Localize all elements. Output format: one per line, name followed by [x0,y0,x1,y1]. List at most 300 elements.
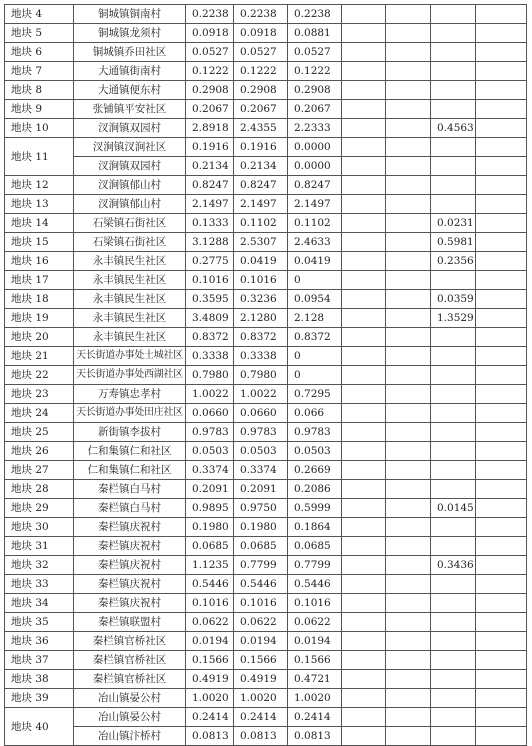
table-row [5,651,527,670]
empty-cell [476,100,527,119]
parcel-cell: 地块 16 [5,252,74,271]
empty-cell [342,233,386,252]
table-row [5,575,527,594]
empty-cell [386,385,431,404]
area-cell-v2: 0.2238 [234,5,288,24]
empty-cell [342,157,386,176]
empty-cell [342,651,386,670]
empty-cell [342,442,386,461]
area-cell-v1: 0.2134 [186,157,234,176]
area-cell-v3: 0 [288,271,342,290]
empty-cell [476,347,527,366]
area-cell-v3: 0.0954 [288,290,342,309]
location-cell: 永丰镇民生社区 [74,328,186,347]
table-row [5,442,527,461]
area-cell-v2: 2.4355 [234,119,288,138]
empty-cell [476,556,527,575]
empty-cell [476,727,527,746]
empty-cell [386,328,431,347]
empty-cell [386,252,431,271]
table-row [5,404,527,423]
area-cell-v1: 0.8372 [186,328,234,347]
table-row [5,62,527,81]
area-cell-v1: 0.2908 [186,81,234,100]
empty-cell [476,594,527,613]
area-cell-v2: 0.1980 [234,518,288,537]
empty-cell [342,556,386,575]
empty-cell [476,480,527,499]
parcel-cell: 地块 19 [5,309,74,328]
extra-area-cell [431,670,476,689]
empty-cell [476,81,527,100]
area-cell-v1: 0.0685 [186,537,234,556]
location-cell: 永丰镇民生社区 [74,271,186,290]
empty-cell [386,518,431,537]
table-body [5,5,527,746]
area-cell-v3: 0.1102 [288,214,342,233]
area-cell-v3: 2.4633 [288,233,342,252]
extra-area-cell [431,157,476,176]
location-cell: 秦栏镇庆祝村 [74,556,186,575]
empty-cell [386,100,431,119]
empty-cell [386,366,431,385]
empty-cell [342,271,386,290]
empty-cell [342,670,386,689]
location-cell: 秦栏镇白马村 [74,499,186,518]
table-row [5,24,527,43]
location-cell: 冶山镇晏公村 [74,708,186,727]
extra-area-cell [431,404,476,423]
parcel-cell: 地块 6 [5,43,74,62]
area-cell-v2: 0.2414 [234,708,288,727]
location-cell: 大通镇街南村 [74,62,186,81]
parcel-cell: 地块 11 [5,138,74,176]
area-cell-v2: 0.2908 [234,81,288,100]
parcel-cell: 地块 32 [5,556,74,575]
parcel-cell: 地块 14 [5,214,74,233]
area-cell-v3: 0.4721 [288,670,342,689]
area-cell-v1: 0.4919 [186,670,234,689]
empty-cell [342,214,386,233]
area-cell-v1: 3.4809 [186,309,234,328]
area-cell-v1: 0.2091 [186,480,234,499]
area-cell-v2: 0.1916 [234,138,288,157]
location-cell: 永丰镇民生社区 [74,309,186,328]
table-row [5,100,527,119]
area-cell-v3: 0.7295 [288,385,342,404]
empty-cell [386,708,431,727]
area-cell-v3: 0.2908 [288,81,342,100]
table-row [5,594,527,613]
area-cell-v2: 0.9783 [234,423,288,442]
parcel-cell: 地块 29 [5,499,74,518]
location-cell: 万寿镇忠孝村 [74,385,186,404]
area-cell-v3: 0.5446 [288,575,342,594]
empty-cell [342,195,386,214]
empty-cell [342,100,386,119]
area-cell-v3: 0.066 [288,404,342,423]
area-cell-v2: 0.0527 [234,43,288,62]
empty-cell [342,708,386,727]
area-cell-v3: 0.0622 [288,613,342,632]
area-cell-v2: 0.0918 [234,24,288,43]
extra-area-cell [431,24,476,43]
parcel-cell: 地块 17 [5,271,74,290]
empty-cell [386,594,431,613]
area-cell-v2: 0.0622 [234,613,288,632]
table-row [5,309,527,328]
empty-cell [386,461,431,480]
empty-cell [476,442,527,461]
table-row [5,461,527,480]
location-cell: 石梁镇石街社区 [74,214,186,233]
table-row [5,556,527,575]
table-row [5,290,527,309]
empty-cell [386,309,431,328]
location-cell: 秦栏镇联盟村 [74,613,186,632]
table-row [5,195,527,214]
empty-cell [476,708,527,727]
area-cell-v1: 0.8247 [186,176,234,195]
empty-cell [476,271,527,290]
parcel-cell: 地块 9 [5,100,74,119]
empty-cell [476,366,527,385]
empty-cell [476,157,527,176]
extra-area-cell [431,727,476,746]
area-cell-v1: 0.2775 [186,252,234,271]
table-row [5,214,527,233]
empty-cell [476,43,527,62]
area-cell-v1: 0.0918 [186,24,234,43]
empty-cell [342,138,386,157]
area-cell-v2: 1.0020 [234,689,288,708]
table-row [5,423,527,442]
extra-area-cell: 0.0145 [431,499,476,518]
extra-area-cell [431,81,476,100]
location-cell: 秦栏镇官桥社区 [74,632,186,651]
empty-cell [342,366,386,385]
area-cell-v1: 0.7980 [186,366,234,385]
location-cell: 天长街道办事处土城社区 [74,347,186,366]
empty-cell [386,404,431,423]
empty-cell [342,81,386,100]
location-cell: 张铺镇平安社区 [74,100,186,119]
area-cell-v2: 0.2091 [234,480,288,499]
area-cell-v3: 0.8372 [288,328,342,347]
area-cell-v1: 2.1497 [186,195,234,214]
table-row [5,366,527,385]
empty-cell [342,594,386,613]
area-cell-v1: 0.2067 [186,100,234,119]
empty-cell [342,537,386,556]
empty-cell [476,537,527,556]
empty-cell [386,214,431,233]
extra-area-cell: 0.4563 [431,119,476,138]
parcel-cell: 地块 40 [5,708,74,746]
location-cell: 冶山镇汴桥村 [74,727,186,746]
area-cell-v2: 0.9750 [234,499,288,518]
extra-area-cell [431,347,476,366]
extra-area-cell [431,613,476,632]
area-cell-v2: 0.1016 [234,271,288,290]
parcel-cell: 地块 22 [5,366,74,385]
extra-area-cell: 0.2356 [431,252,476,271]
table-row [5,233,527,252]
empty-cell [476,461,527,480]
location-cell: 秦栏镇白马村 [74,480,186,499]
location-cell: 秦栏镇庆祝村 [74,594,186,613]
empty-cell [386,138,431,157]
extra-area-cell [431,62,476,81]
area-cell-v1: 0.2238 [186,5,234,24]
area-cell-v3: 0.0881 [288,24,342,43]
table-row [5,518,527,537]
table-row [5,385,527,404]
area-cell-v1: 1.0022 [186,385,234,404]
extra-area-cell [431,708,476,727]
empty-cell [476,252,527,271]
table-row [5,5,527,24]
empty-cell [386,176,431,195]
location-cell: 铜城镇乔田社区 [74,43,186,62]
extra-area-cell [431,442,476,461]
parcel-cell: 地块 21 [5,347,74,366]
table-row [5,689,527,708]
area-cell-v2: 0.1222 [234,62,288,81]
extra-area-cell [431,632,476,651]
extra-area-cell: 0.5981 [431,233,476,252]
empty-cell [476,575,527,594]
area-cell-v3: 0 [288,366,342,385]
empty-cell [386,556,431,575]
empty-cell [476,309,527,328]
table-row [5,328,527,347]
area-cell-v2: 0.0660 [234,404,288,423]
area-cell-v2: 0.0419 [234,252,288,271]
location-cell: 秦栏镇官桥社区 [74,651,186,670]
location-cell: 铜城镇龙须村 [74,24,186,43]
empty-cell [342,613,386,632]
area-cell-v1: 0.5446 [186,575,234,594]
table-row [5,81,527,100]
area-cell-v2: 0.0685 [234,537,288,556]
extra-area-cell: 0.0359 [431,290,476,309]
area-cell-v1: 1.1235 [186,556,234,575]
area-cell-v2: 0.7980 [234,366,288,385]
parcel-cell: 地块 35 [5,613,74,632]
empty-cell [386,347,431,366]
location-cell: 冶山镇晏公村 [74,689,186,708]
area-cell-v3: 0.1864 [288,518,342,537]
empty-cell [342,252,386,271]
extra-area-cell [431,518,476,537]
empty-cell [342,461,386,480]
empty-cell [476,632,527,651]
extra-area-cell [431,176,476,195]
table-row [5,138,527,157]
table-row [5,613,527,632]
area-cell-v1: 0.1916 [186,138,234,157]
empty-cell [476,195,527,214]
area-cell-v3: 0.2414 [288,708,342,727]
empty-cell [476,138,527,157]
area-cell-v1: 0.1016 [186,594,234,613]
parcel-cell: 地块 31 [5,537,74,556]
parcel-cell: 地块 30 [5,518,74,537]
empty-cell [476,404,527,423]
area-cell-v1: 0.0813 [186,727,234,746]
area-cell-v3: 0.0194 [288,632,342,651]
parcel-cell: 地块 28 [5,480,74,499]
location-cell: 秦栏镇官桥社区 [74,670,186,689]
area-cell-v3: 0.1016 [288,594,342,613]
empty-cell [476,176,527,195]
empty-cell [476,385,527,404]
area-cell-v3: 0.5999 [288,499,342,518]
area-cell-v1: 0.1333 [186,214,234,233]
extra-area-cell: 0.3436 [431,556,476,575]
empty-cell [476,62,527,81]
table-row [5,252,527,271]
empty-cell [386,423,431,442]
empty-cell [476,689,527,708]
empty-cell [386,5,431,24]
area-cell-v2: 0.2067 [234,100,288,119]
area-cell-v2: 0.2134 [234,157,288,176]
parcel-cell: 地块 39 [5,689,74,708]
area-cell-v1: 0.9783 [186,423,234,442]
parcel-cell: 地块 37 [5,651,74,670]
empty-cell [342,119,386,138]
area-cell-v3: 0.1222 [288,62,342,81]
parcel-cell: 地块 23 [5,385,74,404]
location-cell: 永丰镇民生社区 [74,252,186,271]
area-cell-v3: 0.1566 [288,651,342,670]
area-cell-v2: 0.0813 [234,727,288,746]
parcel-cell: 地块 10 [5,119,74,138]
location-cell: 石梁镇石街社区 [74,233,186,252]
location-cell: 秦栏镇庆祝村 [74,537,186,556]
empty-cell [386,632,431,651]
empty-cell [386,575,431,594]
empty-cell [386,727,431,746]
location-cell: 仁和集镇仁和社区 [74,442,186,461]
empty-cell [342,62,386,81]
extra-area-cell [431,575,476,594]
area-cell-v3: 0.0813 [288,727,342,746]
empty-cell [476,5,527,24]
empty-cell [386,271,431,290]
parcel-cell: 地块 13 [5,195,74,214]
table-row [5,157,527,176]
area-cell-v2: 0.3374 [234,461,288,480]
area-cell-v3: 0.2067 [288,100,342,119]
extra-area-cell [431,100,476,119]
location-cell: 秦栏镇庆祝村 [74,518,186,537]
extra-area-cell [431,195,476,214]
extra-area-cell: 1.3529 [431,309,476,328]
land-parcel-table [4,4,527,746]
area-cell-v3: 0 [288,347,342,366]
area-cell-v2: 0.1016 [234,594,288,613]
empty-cell [386,233,431,252]
empty-cell [342,518,386,537]
empty-cell [386,442,431,461]
area-cell-v3: 0.8247 [288,176,342,195]
table-row [5,43,527,62]
area-cell-v2: 0.3236 [234,290,288,309]
area-cell-v2: 1.0022 [234,385,288,404]
location-cell: 汊涧镇汊涧社区 [74,138,186,157]
table-row [5,727,527,746]
extra-area-cell [431,385,476,404]
parcel-cell: 地块 26 [5,442,74,461]
location-cell: 汊涧镇双园村 [74,119,186,138]
area-cell-v1: 0.1222 [186,62,234,81]
parcel-cell: 地块 25 [5,423,74,442]
parcel-cell: 地块 34 [5,594,74,613]
parcel-cell: 地块 33 [5,575,74,594]
location-cell: 汊涧镇双园村 [74,157,186,176]
area-cell-v1: 0.0622 [186,613,234,632]
extra-area-cell: 0.0231 [431,214,476,233]
extra-area-cell [431,537,476,556]
location-cell: 永丰镇民生社区 [74,290,186,309]
area-cell-v3: 0.9783 [288,423,342,442]
area-cell-v1: 0.0527 [186,43,234,62]
extra-area-cell [431,689,476,708]
table-row [5,670,527,689]
extra-area-cell [431,594,476,613]
extra-area-cell [431,366,476,385]
empty-cell [476,518,527,537]
parcel-cell: 地块 38 [5,670,74,689]
extra-area-cell [431,423,476,442]
area-cell-v1: 0.9895 [186,499,234,518]
empty-cell [342,176,386,195]
area-cell-v3: 0.7799 [288,556,342,575]
empty-cell [386,62,431,81]
area-cell-v2: 0.4919 [234,670,288,689]
empty-cell [386,499,431,518]
parcel-cell: 地块 24 [5,404,74,423]
empty-cell [476,233,527,252]
area-cell-v2: 0.0194 [234,632,288,651]
parcel-cell: 地块 7 [5,62,74,81]
location-cell: 秦栏镇庆祝村 [74,575,186,594]
area-cell-v2: 0.7799 [234,556,288,575]
table-row [5,632,527,651]
area-cell-v1: 0.3595 [186,290,234,309]
area-cell-v3: 1.0020 [288,689,342,708]
empty-cell [342,385,386,404]
location-cell: 天长街道办事处田庄社区 [74,404,186,423]
area-cell-v3: 0.2238 [288,5,342,24]
table-row [5,347,527,366]
area-cell-v2: 0.1566 [234,651,288,670]
area-cell-v2: 0.1102 [234,214,288,233]
empty-cell [342,423,386,442]
empty-cell [476,670,527,689]
area-cell-v1: 0.0194 [186,632,234,651]
table-row [5,271,527,290]
area-cell-v2: 0.0503 [234,442,288,461]
area-cell-v3: 0.0000 [288,157,342,176]
empty-cell [342,632,386,651]
parcel-cell: 地块 20 [5,328,74,347]
extra-area-cell [431,5,476,24]
table-row [5,480,527,499]
